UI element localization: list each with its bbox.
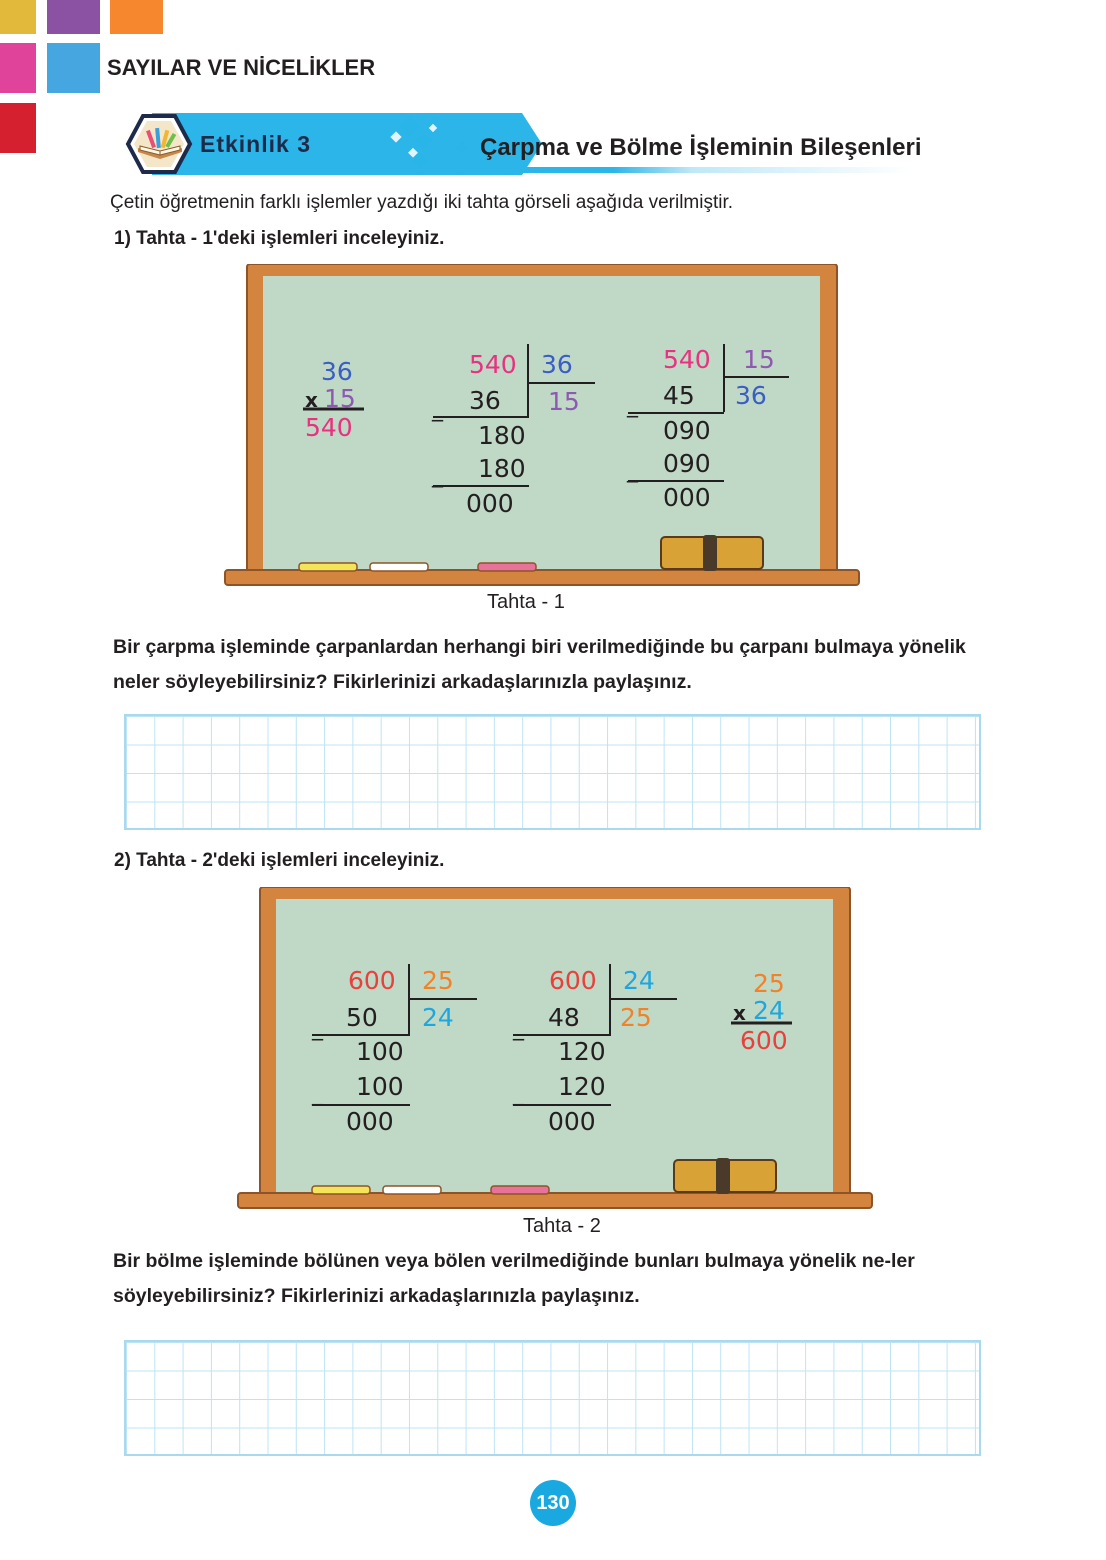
part1-question: Bir çarpma işleminde çarpanlardan herhangi biri verilmediğinde bu çarpanı bulmaya yönelik neler söyleyebilirsiniz? Fikirlerinizi arkadaşlarınızla paylaşınız. (113, 636, 966, 693)
corner-square-blue (47, 43, 100, 93)
corner-square-orange (110, 0, 163, 34)
mult1-result: 540 (305, 413, 353, 442)
div1a-step2: 180 (478, 454, 526, 483)
chalkboard-1 (223, 264, 863, 590)
chalk-pink (478, 563, 536, 571)
svg-text:_: _ (627, 393, 638, 418)
svg-text:_: _ (312, 1081, 323, 1106)
answer-grid-1[interactable] (124, 714, 981, 830)
chalk-pink (491, 1186, 549, 1194)
corner-square-red (0, 103, 36, 153)
svg-text:_: _ (627, 458, 638, 483)
page-number: 130 (530, 1480, 576, 1526)
div1b-quotient: 36 (735, 381, 767, 410)
mult2-top: 25 (753, 969, 785, 998)
div1b-dividend: 540 (663, 345, 711, 374)
chalk-yellow (299, 563, 357, 571)
svg-text:_: _ (432, 397, 443, 422)
book-and-pencils-icon (132, 124, 188, 164)
section-title: SAYILAR VE NİCELİKLER (107, 55, 376, 80)
div2a-divisor: 25 (422, 966, 454, 995)
chalk-yellow (312, 1186, 370, 1194)
div1b-step2: 090 (663, 449, 711, 478)
div1b-step1: 45 (663, 381, 695, 410)
div1a-dividend: 540 (469, 350, 517, 379)
intro-text: Çetin öğretmenin farklı işlemler yazdığı iki tahta görseli aşağıda verilmiştir. (110, 192, 734, 213)
mult1-sign: x (305, 388, 318, 412)
chalk-white (383, 1186, 441, 1194)
div2a-rem1: 100 (356, 1037, 404, 1066)
div1b-rem2: 000 (663, 483, 711, 512)
div2b-divisor: 24 (623, 966, 655, 995)
eraser-icon (674, 1158, 776, 1194)
div1b-divisor: 15 (743, 345, 775, 374)
mult1-top: 36 (321, 357, 353, 386)
div2a-step1: 50 (346, 1003, 378, 1032)
mult2-bottom: 24 (753, 996, 785, 1025)
activity-title: Çarpma ve Bölme İşleminin Bileşenleri (480, 134, 922, 161)
div1a-rem2: 000 (466, 489, 514, 518)
chalk-white (370, 563, 428, 571)
corner-square-pink (0, 43, 36, 93)
corner-square-yellow (0, 0, 36, 34)
div1a-divisor: 36 (541, 350, 573, 379)
activity-label: Etkinlik 3 (200, 131, 311, 157)
board2-caption: Tahta - 2 (523, 1215, 601, 1237)
div2a-quotient: 24 (422, 1003, 454, 1032)
div2a-step2: 100 (356, 1072, 404, 1101)
part2-question: Bir bölme işleminde bölünen veya bölen verilmediğinde bunları bulmaya yönelik ne-ler söyleyebilirsiniz? Fikirlerinizi arkadaşlarınızla paylaşınız. (113, 1250, 915, 1307)
mult1-bottom: 15 (324, 384, 356, 413)
eraser-icon (661, 535, 763, 571)
div1a-rem1: 180 (478, 421, 526, 450)
svg-text:_: _ (432, 463, 443, 488)
div2a-rem2: 000 (346, 1107, 394, 1136)
svg-text:_: _ (513, 1016, 524, 1041)
div1a-step1: 36 (469, 386, 501, 415)
svg-text:_: _ (513, 1081, 524, 1106)
div2a-dividend: 600 (348, 966, 396, 995)
div1b-rem1: 090 (663, 416, 711, 445)
svg-text:_: _ (312, 1016, 323, 1041)
mult2-result: 600 (740, 1026, 788, 1055)
part2-heading: 2) Tahta - 2'deki işlemleri inceleyiniz. (114, 850, 445, 871)
div2b-step2: 120 (558, 1072, 606, 1101)
corner-square-purple (47, 0, 100, 34)
answer-grid-2[interactable] (124, 1340, 981, 1456)
part1-heading: 1) Tahta - 1'deki işlemleri inceleyiniz. (114, 228, 445, 249)
div2b-rem1: 120 (558, 1037, 606, 1066)
board1-caption: Tahta - 1 (487, 591, 565, 613)
div2b-rem2: 000 (548, 1107, 596, 1136)
div2b-quotient: 25 (620, 1003, 652, 1032)
div2b-dividend: 600 (549, 966, 597, 995)
div1a-quotient: 15 (548, 387, 580, 416)
mult2-sign: x (733, 1001, 746, 1025)
chalkboard-2 (236, 887, 876, 1213)
div2b-step1: 48 (548, 1003, 580, 1032)
